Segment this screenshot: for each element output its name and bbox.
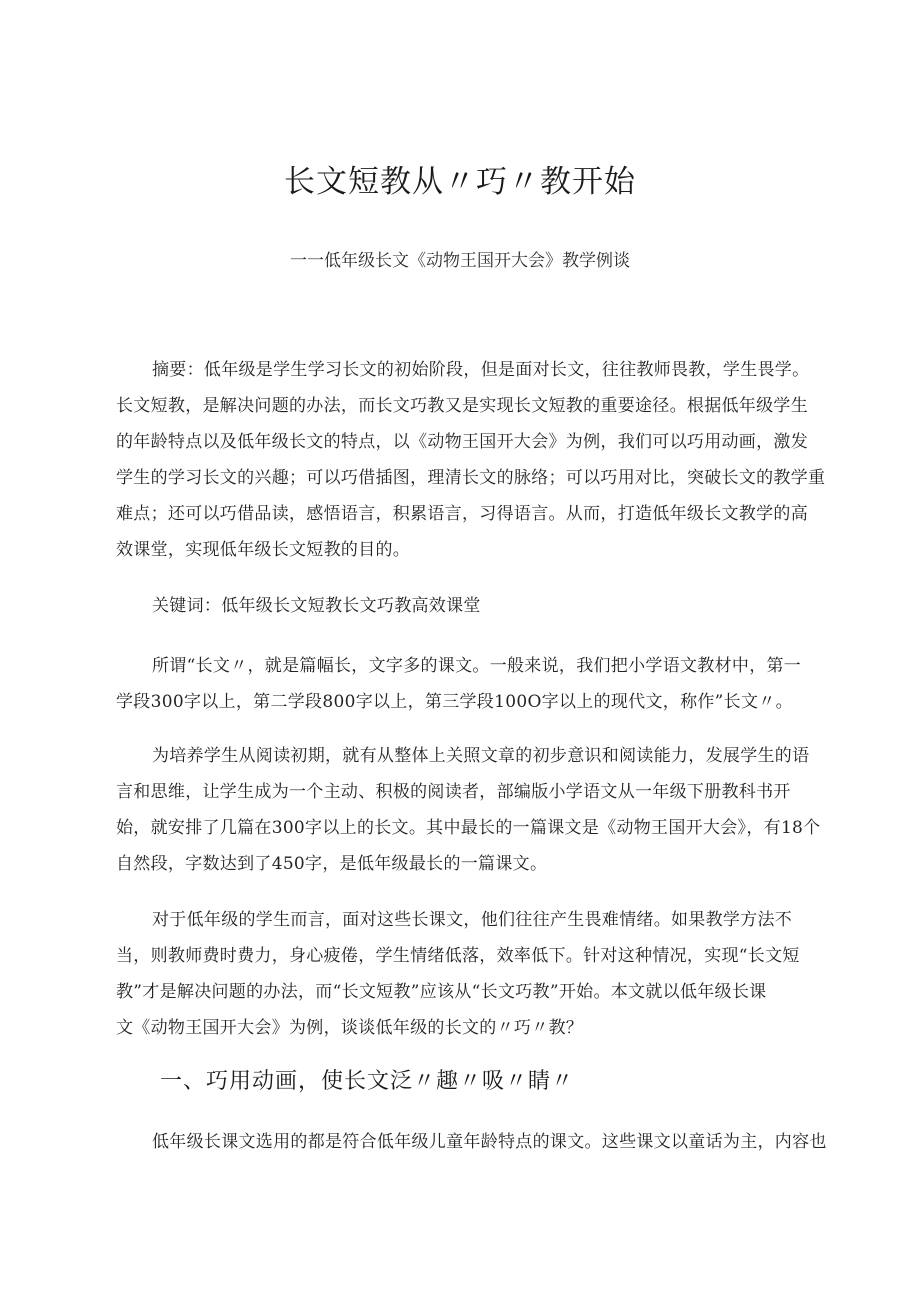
paragraph-line: 低年级长课文选用的都是符合低年级儿童年龄特点的课文。这些课文以童话为主，内容也 bbox=[152, 1132, 827, 1152]
body-paragraph-1 bbox=[116, 648, 812, 720]
paragraph-line: 的年龄特点以及低年级长文的特点，以《动物王国开大会》为例，我们可以巧用动画，激发 bbox=[116, 432, 808, 452]
section-paragraph bbox=[116, 1124, 827, 1160]
abstract-paragraph bbox=[116, 352, 826, 568]
body-paragraph-2 bbox=[116, 738, 821, 882]
paragraph-line: 教”才是解决问题的办法，而“长文短教”应该从“长文巧教”开始。本文就以低年级长课 bbox=[116, 982, 767, 1002]
paragraph-line: 言和思维，让学生成为一个主动、积极的阅读者，部编版小学语文从一年级下册教科书开 bbox=[116, 782, 791, 802]
body-paragraph-3 bbox=[116, 902, 812, 1046]
paragraph-line: 长文短教，是解决问题的办法，而长文巧教又是实现长文短教的重要途径。根据低年级学生 bbox=[116, 396, 808, 416]
keywords-paragraph bbox=[116, 588, 812, 624]
paragraph-line: 学段300字以上，第二学段800字以上，第三学段100O字以上的现代文，称作”长文〃。 bbox=[116, 692, 793, 712]
paragraph-line: 自然段，字数达到了450字，是低年级最长的一篇课文。 bbox=[116, 854, 548, 874]
paragraph-line: 始，就安排了几篇在300字以上的长文。其中最长的一篇课文是《动物王国开大会》，有18个 bbox=[116, 818, 821, 838]
paragraph-line: 摘要：低年级是学生学习长文的初始阶段，但是面对长文，往往教师畏教，学生畏学。 bbox=[152, 360, 810, 380]
paragraph-line: 效课堂，实现低年级长文短教的目的。 bbox=[116, 540, 411, 560]
paragraph-line: 为培养学生从阅读初期，就有从整体上关照文章的初步意识和阅读能力，发展学生的语 bbox=[152, 746, 810, 766]
paragraph-line: 难点；还可以巧借品读，感悟语言，积累语言，习得语言。从而，打造低年级长文教学的高 bbox=[116, 504, 808, 524]
paragraph-line: 学生的学习长文的兴趣；可以巧借插图，理清长文的脉络；可以巧用对比，突破长文的教学重 bbox=[116, 468, 826, 488]
paragraph-line: 所谓“长文〃，就是篇幅长，文字多的课文。一般来说，我们把小学语文教材中，第一 bbox=[152, 656, 802, 676]
paragraph-line: 对于低年级的学生而言，面对这些长课文，他们往往产生畏难情绪。如果教学方法不 bbox=[152, 910, 793, 930]
section-heading: 一、巧用动画，使长文泛〃趣〃吸〃睛〃 bbox=[160, 1069, 575, 1094]
paragraph-line: 当，则教师费时费力，身心疲倦，学生情绪低落，效率低下。针对这种情况，实现“长文短 bbox=[116, 946, 800, 966]
document-title: 长文短教从〃巧〃教开始 bbox=[284, 164, 636, 200]
paragraph-line: 文《动物王国开大会》为例，谈谈低年级的长文的〃巧〃教？ bbox=[116, 1018, 584, 1038]
keywords-line: 关键词：低年级长文短教长文巧教高效课堂 bbox=[152, 596, 481, 616]
document-subtitle: 一一低年级长文《动物王国开大会》教学例谈 bbox=[290, 251, 630, 271]
